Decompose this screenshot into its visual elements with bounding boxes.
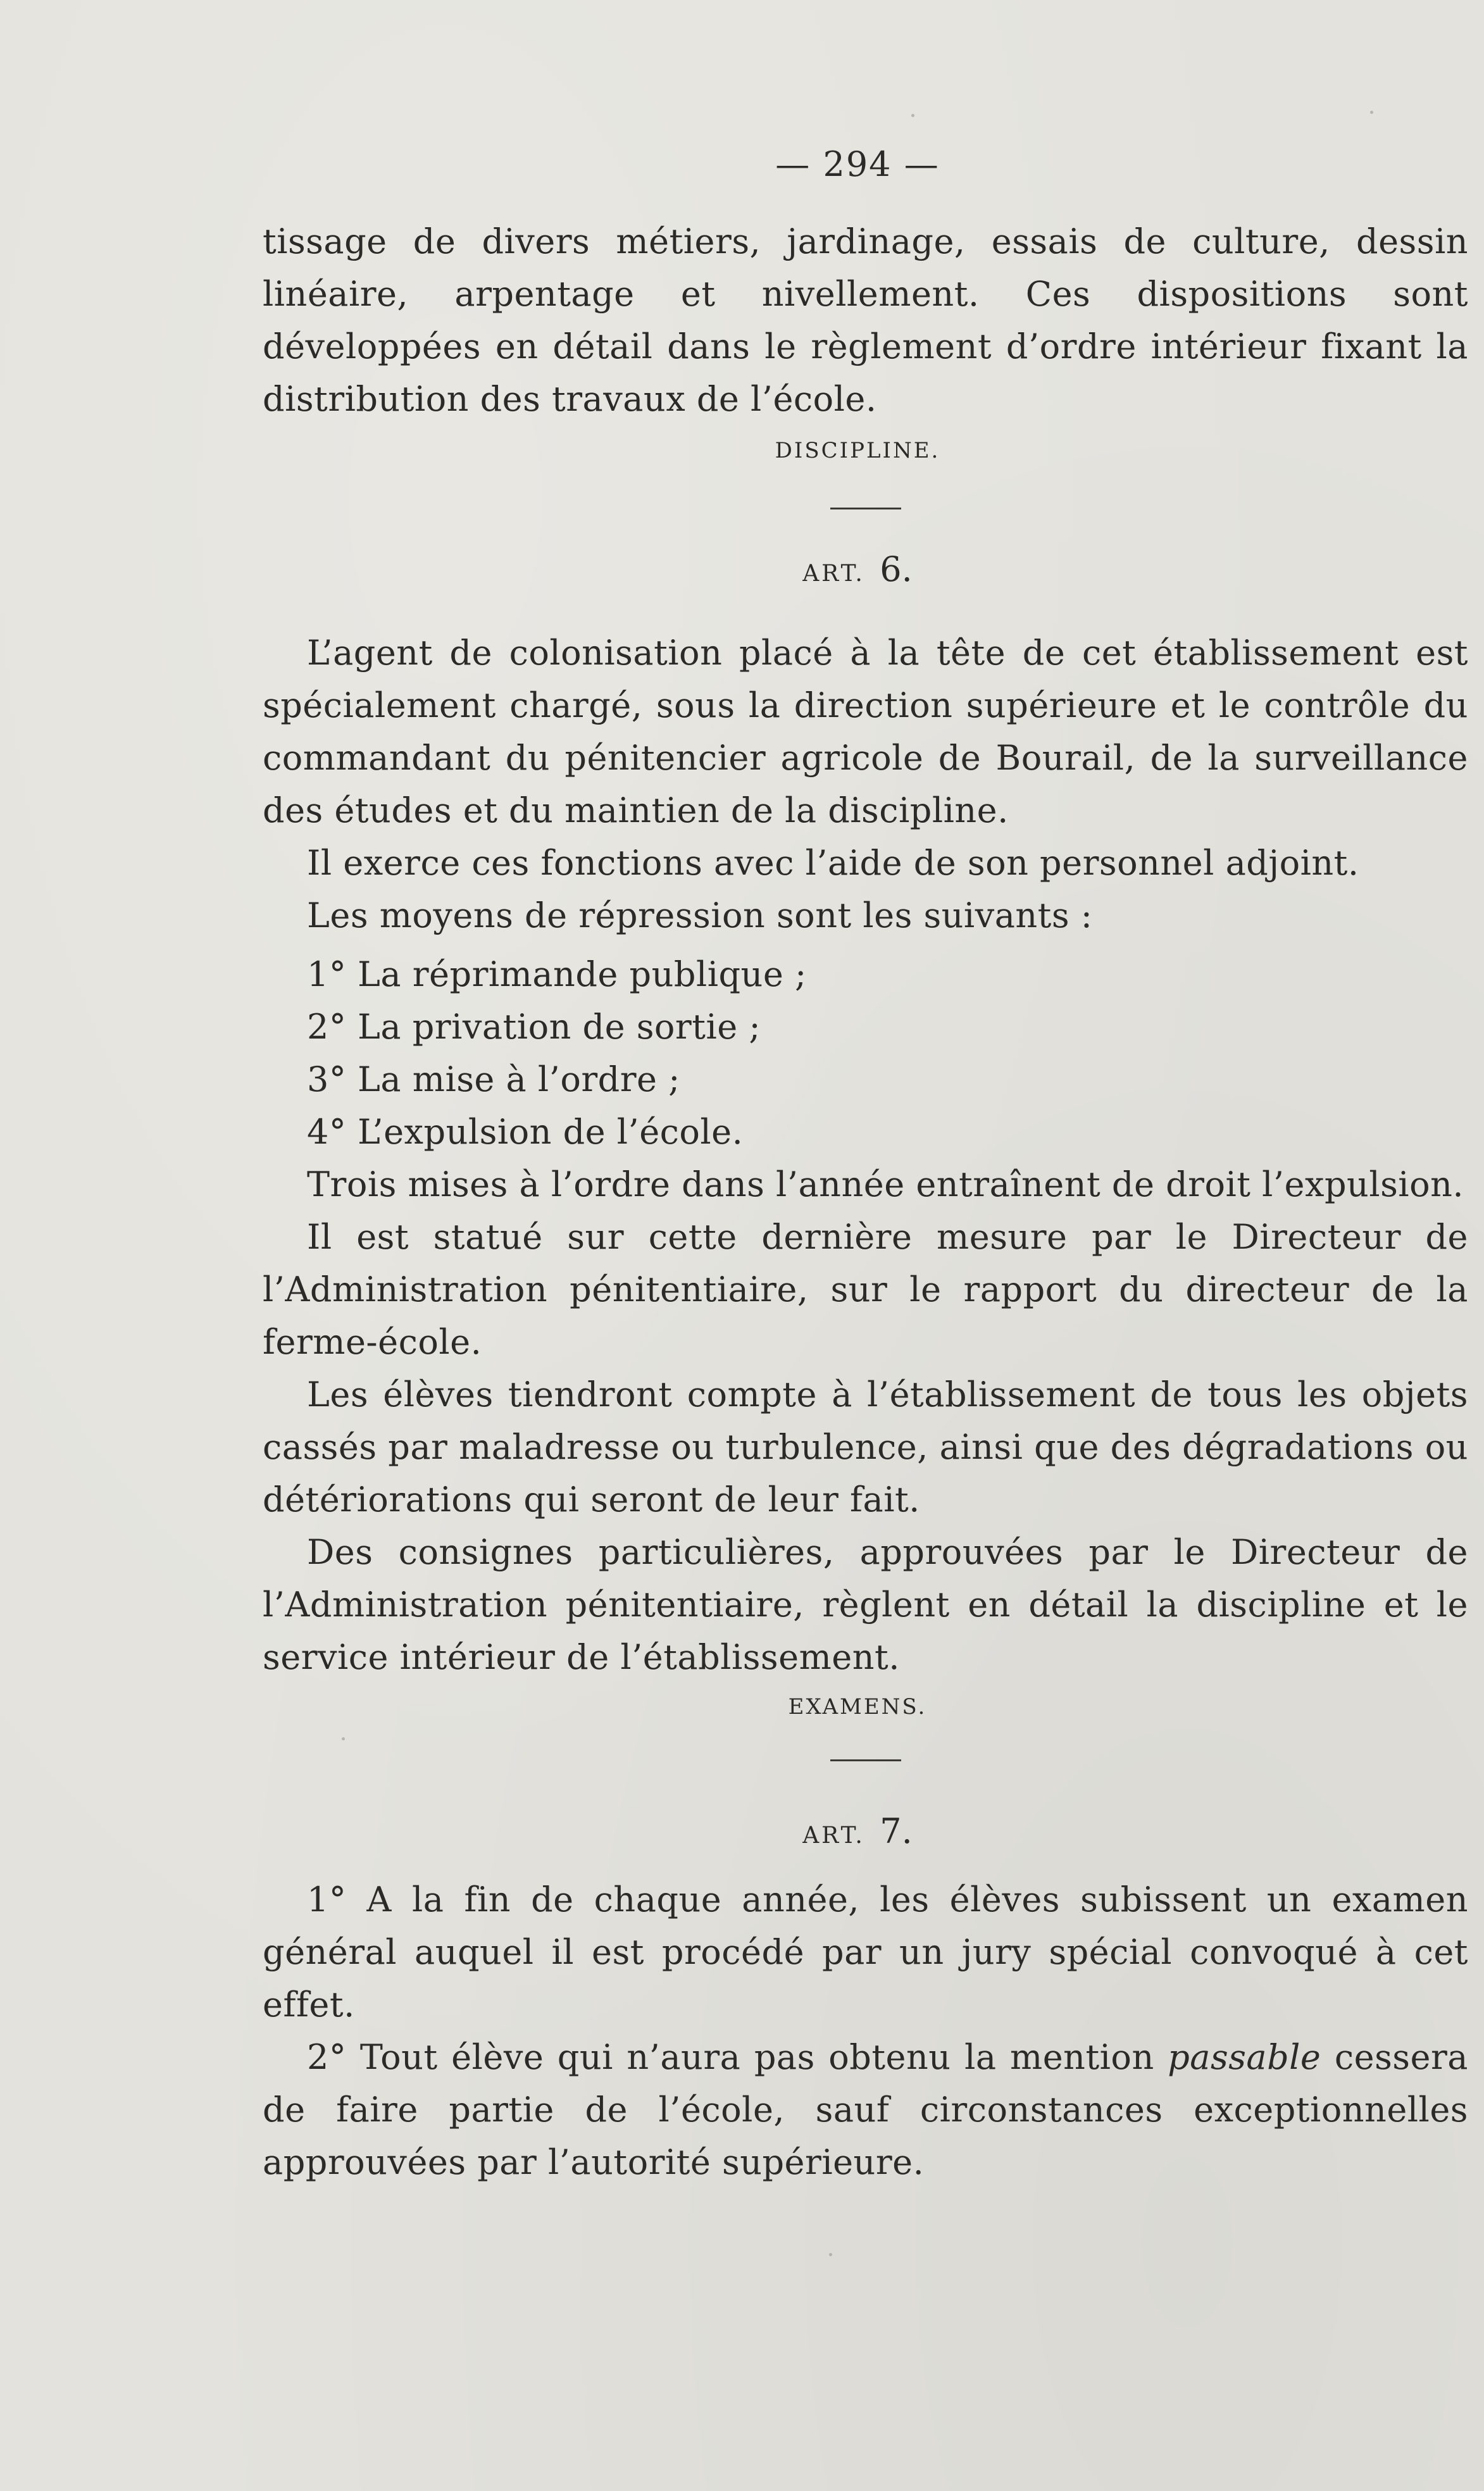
discipline-paragraph: Les moyens de répression sont les suivants : (307, 896, 1093, 935)
paper-speck (342, 1737, 345, 1740)
article-heading-7 (0, 1811, 1484, 1851)
discipline-paragraph: Les élèves tiendront compte à l’établissement de tous les objets cassés par maladresse ou turbulence, ainsi que des dégradations ou détériorations qui seront de leur fait. (263, 1375, 1468, 1520)
list-item: 3° La mise à l’ordre ; (307, 1059, 680, 1099)
paper-speck (911, 114, 914, 117)
discipline-paragraph: Trois mises à l’ordre dans l’année entraînent de droit l’expulsion. (307, 1164, 1464, 1204)
list-item: 2° La privation de sortie ; (307, 1007, 761, 1047)
examens-paragraph-text: 2° Tout élève qui n’aura pas obtenu la mention (307, 2037, 1168, 2077)
article-heading-6 (0, 549, 1484, 589)
section-heading-discipline: DISCIPLINE. (775, 438, 940, 463)
article-label: ART. (802, 1823, 865, 1849)
opening-paragraph-block (263, 215, 1468, 425)
emphasized-term: passable (1168, 2037, 1321, 2077)
examens-paragraph-text: cessera de faire partie de l’école, sauf circonstances exceptionnelles approuvées par l’autorité supérieure. (263, 2037, 1468, 2182)
discipline-paragraph: Il est statué sur cette dernière mesure par le Directeur de l’Administration pénitentiaire, sur le rapport du directeur de la ferme-école. (263, 1217, 1468, 1362)
article-number: 7. (880, 1811, 913, 1851)
section-rule-discipline (830, 508, 901, 509)
section-heading-examens: EXAMENS. (788, 1694, 927, 1720)
page-number: — 294 — (775, 144, 940, 184)
examens-paragraph: 1° A la fin de chaque année, les élèves subissent un examen général auquel il est procédé par un jury spécial convoqué à cet effet. (263, 1880, 1468, 2025)
examens-body (263, 1873, 1468, 2188)
paper-speck (1370, 111, 1373, 114)
discipline-paragraph: Il exerce ces fonctions avec l’aide de son personnel adjoint. (307, 843, 1359, 883)
article-label: ART. (802, 561, 865, 587)
section-rule-examens (830, 1759, 901, 1761)
discipline-paragraph: Des consignes particulières, approuvées par le Directeur de l’Administration pénitentiaire, règlent en détail la discipline et le service intérieur de l’établissement. (263, 1532, 1468, 1677)
examens-paragraph (263, 2031, 1468, 2188)
article-number: 6. (880, 549, 913, 589)
discipline-body (263, 627, 1468, 1683)
discipline-paragraph: L’agent de colonisation placé à la tête de cet établissement est spécialement chargé, sous la direction supérieure et le contrôle du commandant du pénitencier agricole de Bourail, de la surveillance des études et du maintien de la discipline. (263, 633, 1468, 830)
opening-paragraph: tissage de divers métiers, jardinage, essais de culture, dessin linéaire, arpentage et nivellement. Ces dispositions sont développées en détail dans le règlement d’ordre intérieur fixant la distribution des travaux de l’école. (263, 222, 1468, 419)
list-item: 1° La réprimande publique ; (307, 954, 807, 994)
list-item: 4° L’expulsion de l’école. (307, 1112, 744, 1152)
paper-speck (829, 2253, 832, 2256)
